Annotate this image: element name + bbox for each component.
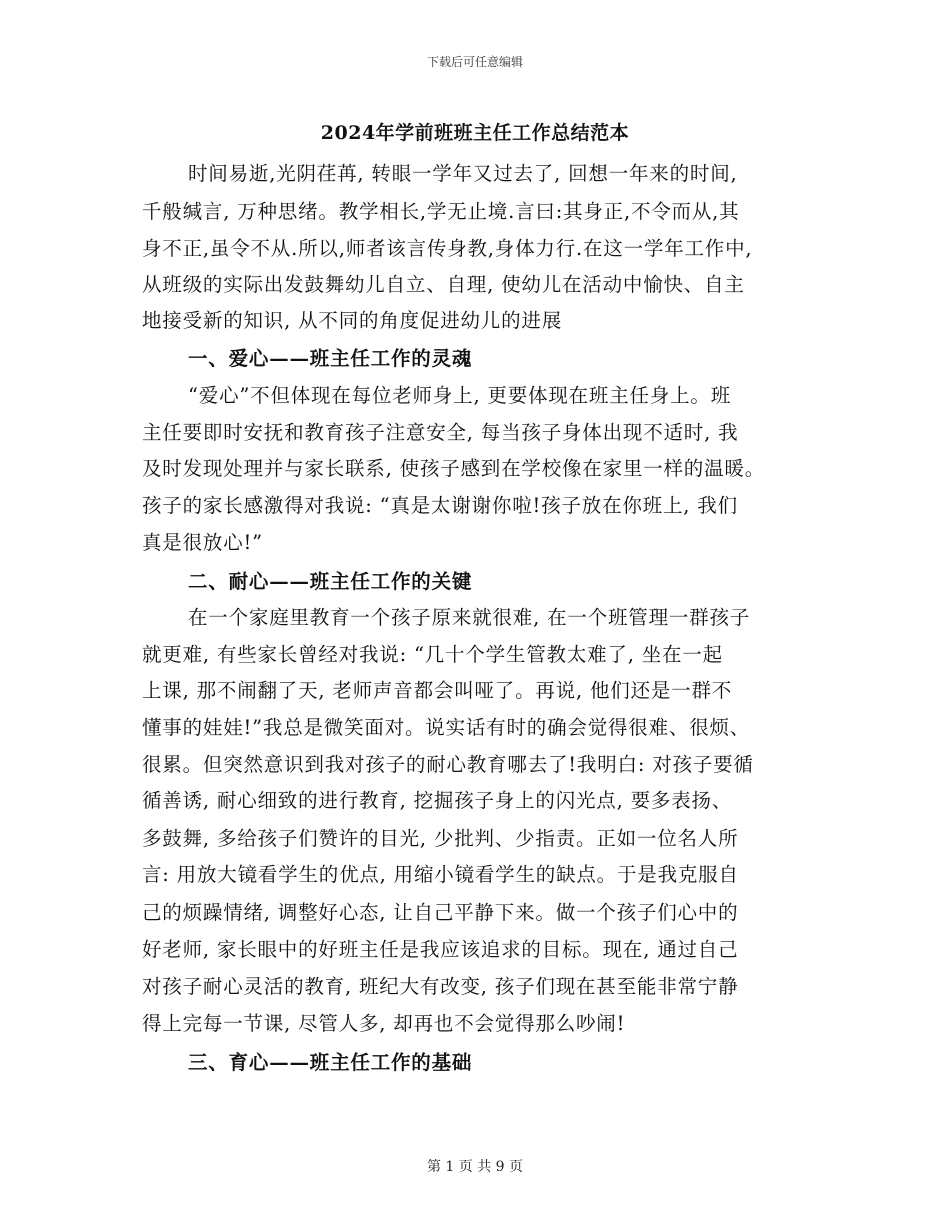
body-line: 多鼓舞, 多给孩子们赞许的目光, 少批判、少指责。正如一位名人所 bbox=[142, 827, 739, 850]
body-line: 对孩子耐心灵活的教育, 班纪大有改变, 孩子们现在甚至能非常宁静 bbox=[142, 975, 739, 998]
body-line: 从班级的实际出发鼓舞幼儿自立、自理, 使幼儿在活动中愉快、自主 bbox=[142, 273, 745, 296]
body-line: 很累。但突然意识到我对孩子的耐心教育哪去了!我明白: 对孩子要循 bbox=[142, 753, 754, 776]
section-heading: 二、耐心——班主任工作的关键 bbox=[188, 570, 473, 593]
body-line: 得上完每一节课, 尽管人多, 却再也不会觉得那么吵闹! bbox=[142, 1012, 626, 1035]
body-line: 懂事的娃娃!”我总是微笑面对。说实话有时的确会觉得很难、很烦、 bbox=[142, 716, 751, 739]
body-line: 己的烦躁情绪, 调整好心态, 让自己平静下来。做一个孩子们心中的 bbox=[142, 901, 739, 924]
body-line: 言: 用放大镜看学生的优点, 用缩小镜看学生的缺点。于是我克服自 bbox=[142, 863, 739, 886]
body-line: 循善诱, 耐心细致的进行教育, 挖掘孩子身上的闪光点, 要多表扬、 bbox=[142, 789, 733, 812]
body-line: 身不正,虽令不从.所以,师者该言传身教,身体力行.在这一学年工作中, bbox=[142, 237, 753, 260]
body-line: 好老师, 家长眼中的好班主任是我应该追求的目标。现在, 通过自己 bbox=[142, 938, 739, 961]
body-line: 在一个家庭里教育一个孩子原来就很难, 在一个班管理一群孩子 bbox=[188, 606, 751, 629]
section-heading: 三、育心——班主任工作的基础 bbox=[188, 1051, 473, 1074]
document-title: 2024年学前班班主任工作总结范本 bbox=[320, 122, 630, 144]
body-line: 千般缄言, 万种思绪。教学相长,学无止境.言曰:其身正,不令而从,其 bbox=[142, 200, 740, 223]
section-heading: 一、爱心——班主任工作的灵魂 bbox=[188, 347, 473, 370]
body-line: 就更难, 有些家长曾经对我说: “几十个学生管教太难了, 坐在一起 bbox=[142, 643, 723, 666]
body-line: 主任要即时安抚和教育孩子注意安全, 每当孩子身体出现不适时, 我 bbox=[142, 421, 739, 444]
body-line: “爱心”不但体现在每位老师身上, 更要体现在班主任身上。班 bbox=[188, 384, 732, 407]
page-footer: 第 1 页 共 9 页 bbox=[426, 1159, 524, 1175]
body-line: 上课, 那不闹翻了天, 老师声音都会叫哑了。再说, 他们还是一群不 bbox=[142, 679, 733, 702]
header-note: 下载后可任意编辑 bbox=[426, 55, 523, 69]
body-line: 时间易逝,光阴荏苒, 转眼一学年又过去了, 回想一年来的时间, bbox=[188, 162, 738, 185]
body-line: 及时发现处理并与家长联系, 使孩子感到在学校像在家里一样的温暖。 bbox=[142, 457, 765, 480]
body-line: 地接受新的知识, 从不同的角度促进幼儿的进展 bbox=[142, 309, 562, 332]
body-line: 真是很放心!” bbox=[142, 531, 263, 554]
body-line: 孩子的家长感激得对我说: “真是太谢谢你啦!孩子放在你班上, 我们 bbox=[142, 494, 738, 517]
